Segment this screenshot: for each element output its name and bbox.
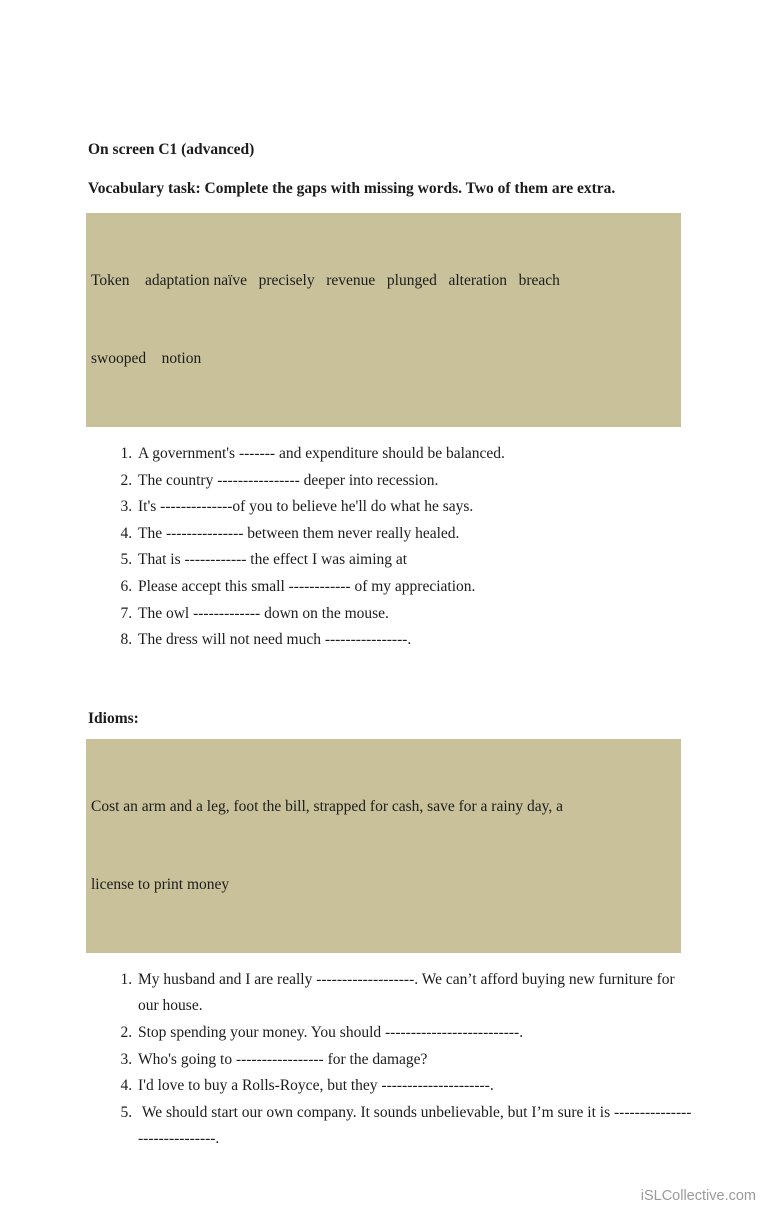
vocabulary-item xyxy=(136,494,696,521)
word-bank-line-2: swooped notion xyxy=(91,350,202,367)
vocabulary-item xyxy=(136,441,696,468)
vocabulary-list xyxy=(88,441,696,654)
idiom-item-text: I'd love to buy a Rolls-Royce, but they ---------------------. xyxy=(138,1077,494,1095)
vocabulary-item-text: The owl ------------- down on the mouse. xyxy=(138,604,389,622)
vocabulary-item-text: That is ------------ the effect I was aiming at xyxy=(138,551,408,569)
word-bank xyxy=(86,213,681,427)
vocabulary-item-text: A government's ------- and expenditure should be balanced. xyxy=(138,445,505,462)
idiom-item xyxy=(136,1047,696,1074)
vocabulary-item xyxy=(136,627,696,654)
vocabulary-item-text: The dress will not need much ----------------. xyxy=(138,631,412,649)
task-instruction: Vocabulary task: Complete the gaps with missing words. Two of them are extra. xyxy=(88,180,616,197)
idiom-item xyxy=(136,1073,696,1100)
vocabulary-item-text: It's --------------of you to believe he'll do what he says. xyxy=(138,498,474,516)
idiom-item xyxy=(136,1100,696,1153)
islcollective-watermark: iSLCollective.com xyxy=(640,1188,756,1204)
worksheet-title: On screen C1 (advanced) xyxy=(88,141,255,158)
vocabulary-item xyxy=(136,574,696,601)
idiom-item xyxy=(136,967,696,1020)
vocabulary-item xyxy=(136,468,696,495)
idiom-item-text: Stop spending your money. You should --------------------------. xyxy=(138,1023,524,1041)
vocabulary-item xyxy=(136,547,696,574)
vocabulary-item xyxy=(136,601,696,628)
idioms-bank-line-1: Cost an arm and a leg, foot the bill, strapped for cash, save for a rainy day, a xyxy=(91,797,564,815)
idiom-item-text: Who's going to ----------------- for the damage? xyxy=(138,1050,428,1068)
vocabulary-item xyxy=(136,521,696,548)
worksheet-page xyxy=(0,140,766,1224)
vocabulary-item-text: Please accept this small ------------ of my appreciation. xyxy=(138,577,476,595)
idiom-item-text: My husband and I are really -------------------. We can’t afford buying new furniture for our house. xyxy=(138,970,679,1015)
idioms-bank xyxy=(86,739,681,953)
idioms-bank-line-2: license to print money xyxy=(91,875,230,893)
idioms-list xyxy=(88,967,696,1153)
vocabulary-item-text: The country ---------------- deeper into recession. xyxy=(138,471,439,489)
idiom-item xyxy=(136,1020,696,1047)
vocabulary-item-text: The --------------- between them never really healed. xyxy=(138,524,460,542)
idiom-item-text: We should start our own company. It sounds unbelievable, but I’m sure it is ------------------------------. xyxy=(138,1103,692,1148)
idioms-heading: Idioms: xyxy=(88,709,139,727)
word-bank-line-1: Token adaptation naïve precisely revenue plunged alteration breach xyxy=(91,272,560,289)
